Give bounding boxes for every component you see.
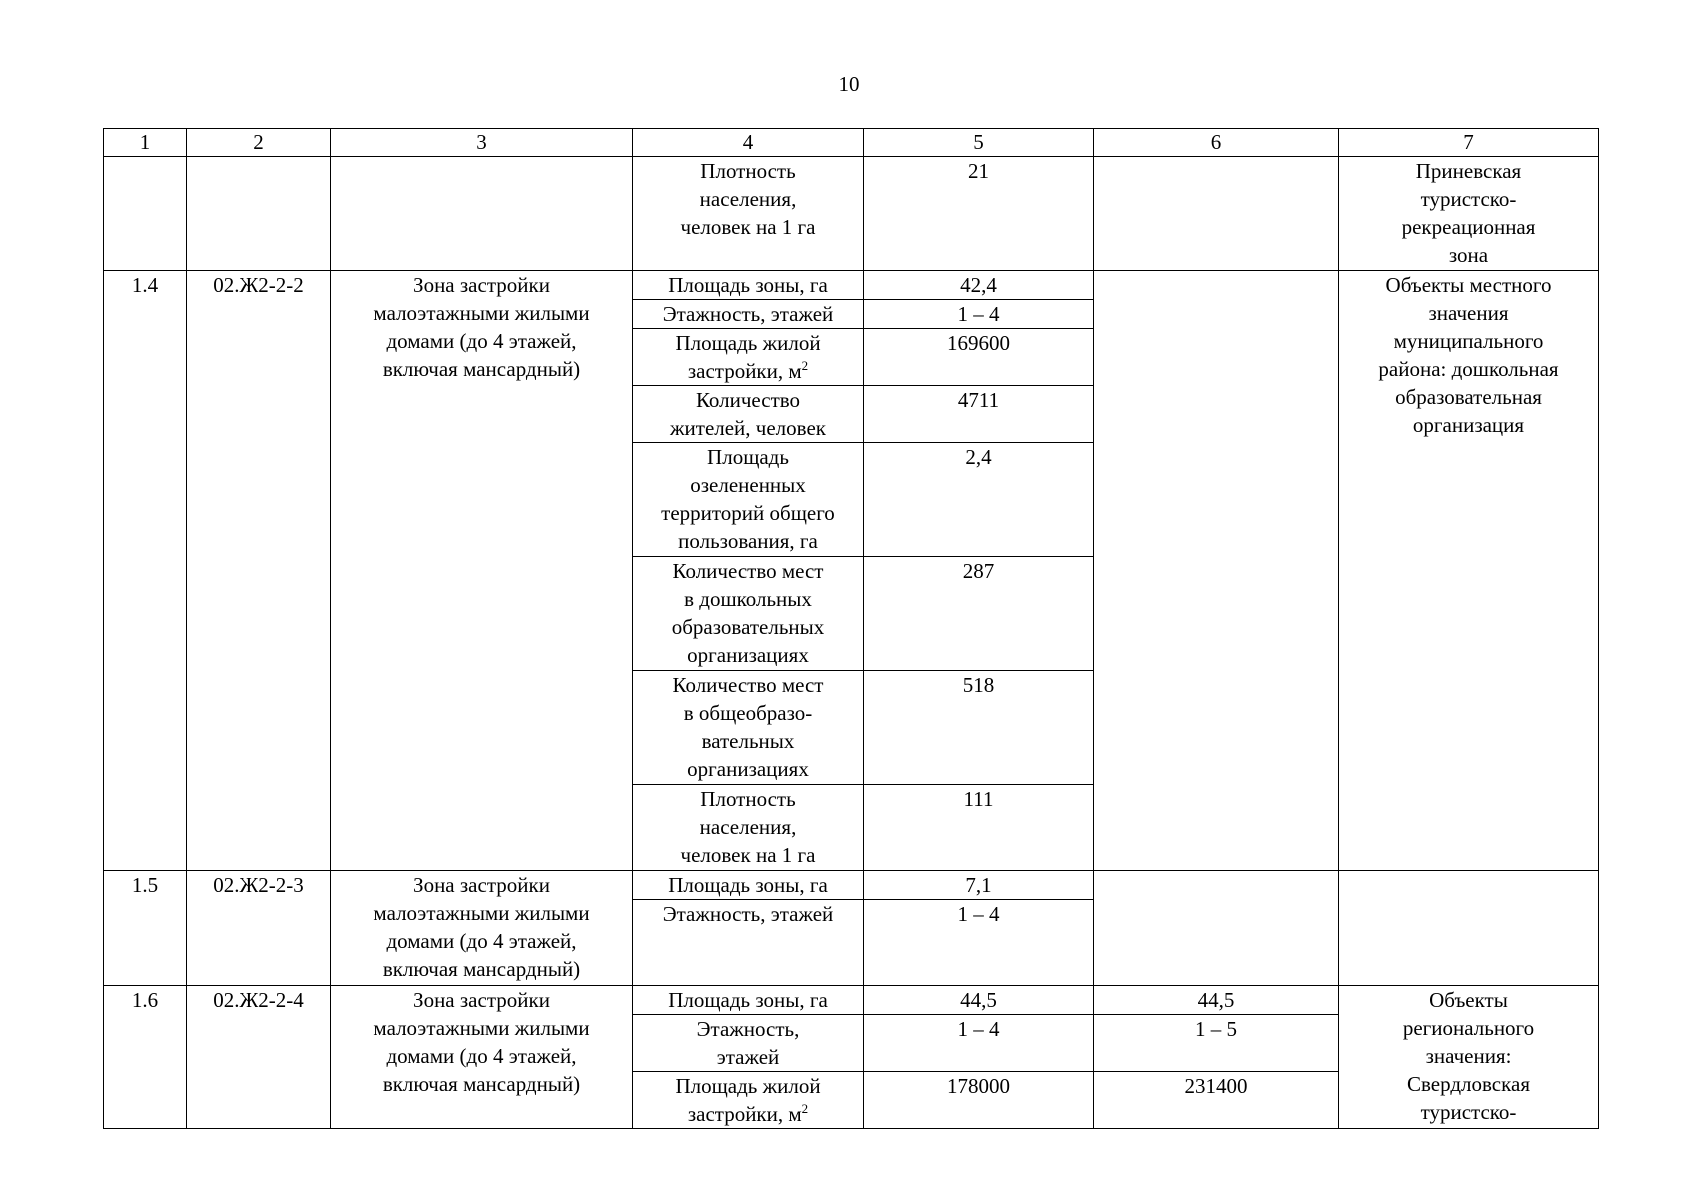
column-header: 4 [633,129,864,157]
parameter-name-cell: Площадь зоны, га [633,271,864,300]
parameter-value-col6-cell [1094,271,1339,871]
zone-name-cell: Зона застройки малоэтажными жилыми домами (до 4 этажей, включая мансардный) [331,271,633,871]
parameter-value-cell: 178000 [864,1072,1094,1129]
parameter-value-col6-cell [1094,871,1339,986]
parameter-name-text: Площадь жилой застройки, м [675,331,821,383]
parameter-value-cell: 21 [864,157,1094,271]
column-header: 5 [864,129,1094,157]
parameter-name-cell [633,1072,864,1129]
column-header: 6 [1094,129,1339,157]
parameter-name-cell: Количество жителей, человек [633,386,864,443]
parameter-value-cell: 1 – 4 [864,900,1094,986]
parameter-value-cell: 287 [864,557,1094,671]
zone-name-cell: Зона застройки малоэтажными жилыми домами (до 4 этажей, включая мансардный) [331,986,633,1129]
parameter-name-cell: Этажность, этажей [633,1015,864,1072]
parameter-value-col6-cell: 1 – 5 [1094,1015,1339,1072]
parameter-name-cell: Этажность, этажей [633,300,864,329]
parameter-value-col6-cell: 231400 [1094,1072,1339,1129]
column-header: 2 [187,129,331,157]
row-number-cell: 1.4 [104,271,187,871]
parameter-name-cell: Площадь озелененных территорий общего пользования, га [633,443,864,557]
row-number-cell: 1.5 [104,871,187,986]
table-row [104,271,1599,300]
parameter-name-cell [633,329,864,386]
parameter-name-cell: Плотность населения, человек на 1 га [633,785,864,871]
objects-cell [1339,871,1599,986]
table-row [104,986,1599,1015]
parameter-value-cell: 42,4 [864,271,1094,300]
parameter-value-cell: 169600 [864,329,1094,386]
parameter-value-cell: 7,1 [864,871,1094,900]
table-row [104,157,1599,271]
row-number-cell: 1.6 [104,986,187,1129]
parameter-name-cell: Количество мест в дошкольных образовательных организациях [633,557,864,671]
superscript: 2 [801,358,809,373]
objects-cell: Приневская туристско- рекреационная зона [1339,157,1599,271]
objects-cell: Объекты местного значения муниципального района: дошкольная образовательная организация [1339,271,1599,871]
zone-code-cell: 02.Ж2-2-3 [187,871,331,986]
parameter-value-cell: 2,4 [864,443,1094,557]
column-header: 1 [104,129,187,157]
superscript: 2 [801,1101,809,1116]
objects-cell: Объекты регионального значения: Свердловская туристско- [1339,986,1599,1129]
row-number-cell [104,157,187,271]
parameter-name-text: Площадь жилой застройки, м [675,1074,821,1126]
parameter-name-cell: Этажность, этажей [633,900,864,986]
zone-name-cell [331,157,633,271]
zones-table [103,128,1599,1129]
parameter-value-cell: 4711 [864,386,1094,443]
zone-code-cell [187,157,331,271]
parameter-value-cell: 1 – 4 [864,1015,1094,1072]
zone-code-cell: 02.Ж2-2-4 [187,986,331,1129]
zone-code-cell: 02.Ж2-2-2 [187,271,331,871]
table-header-row [104,129,1599,157]
parameter-name-cell: Плотность населения, человек на 1 га [633,157,864,271]
parameter-value-col6-cell: 44,5 [1094,986,1339,1015]
parameter-name-cell: Площадь зоны, га [633,871,864,900]
column-header: 3 [331,129,633,157]
parameter-value-cell: 44,5 [864,986,1094,1015]
table-row [104,871,1599,900]
parameter-name-cell: Площадь зоны, га [633,986,864,1015]
page-number: 10 [838,72,860,96]
parameter-value-cell: 518 [864,671,1094,785]
parameter-name-cell: Количество мест в общеобразо- вательных организациях [633,671,864,785]
column-header: 7 [1339,129,1599,157]
parameter-value-cell: 111 [864,785,1094,871]
parameter-value-col6-cell [1094,157,1339,271]
zone-name-cell: Зона застройки малоэтажными жилыми домами (до 4 этажей, включая мансардный) [331,871,633,986]
parameter-value-cell: 1 – 4 [864,300,1094,329]
